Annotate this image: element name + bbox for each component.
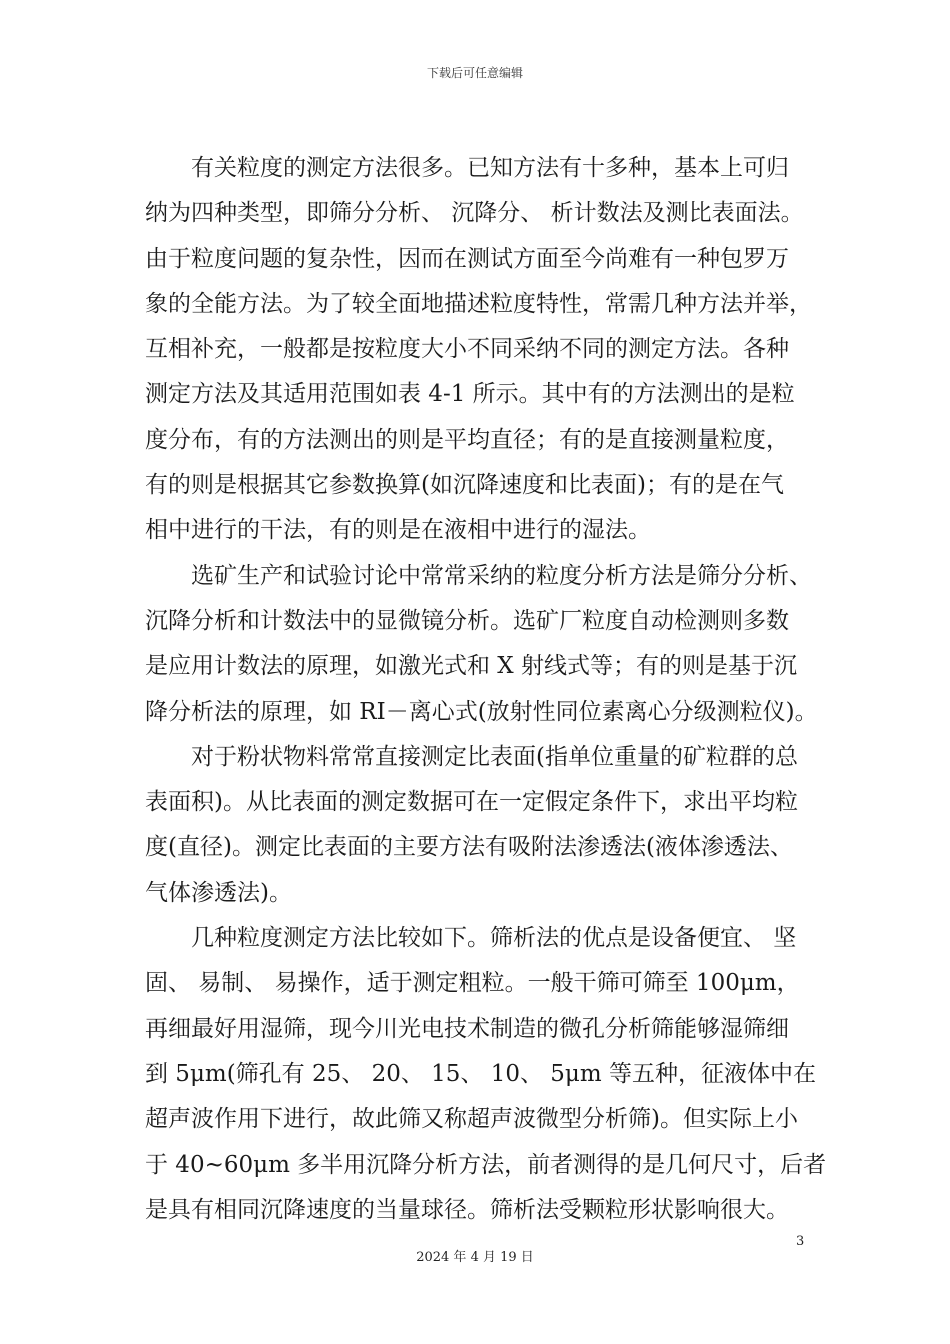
text-line: 几种粒度测定方法比较如下。筛析法的优点是设备便宜、 坚 xyxy=(145,925,797,952)
page-number: 3 xyxy=(796,1234,805,1249)
text-line: 是应用计数法的原理，如激光式和 X 射线式等；有的则是基于沉 xyxy=(145,653,797,680)
text-line: 表面积)。从比表面的测定数据可在一定假定条件下，求出平均粒 xyxy=(145,789,798,816)
text-line: 度分布，有的方法测出的则是平均直径；有的是直接测量粒度， xyxy=(145,426,789,453)
page-footer-date: 2024 年 4 月 19 日 xyxy=(416,1250,534,1265)
page-header: 下载后可任意编辑 xyxy=(426,66,523,80)
text-line: 有关粒度的测定方法很多。已知方法有十多种，基本上可归 xyxy=(145,155,789,181)
text-line: 气体渗透法)。 xyxy=(145,879,292,906)
text-line: 由于粒度问题的复杂性，因而在测试方面至今尚难有一种包罗万 xyxy=(145,245,789,272)
text-line: 象的全能方法。为了较全面地描述粒度特性，常需几种方法并举， xyxy=(145,290,812,317)
text-line: 度(直径)。测定比表面的主要方法有吸附法渗透法(液体渗透法、 xyxy=(145,834,793,861)
text-line: 降分析法的原理，如 RI－离心式(放射性同位素离心分级测粒仪)。 xyxy=(145,698,818,725)
body-text xyxy=(145,146,827,1233)
text-line: 是具有相同沉降速度的当量球径。筛析法受颗粒形状影响很大。 xyxy=(145,1196,789,1223)
text-line: 再细最好用湿筛，现今川光电技术制造的微孔分析筛能够湿筛细 xyxy=(145,1015,789,1042)
text-line: 沉降分析和计数法中的显微镜分析。选矿厂粒度自动检测则多数 xyxy=(145,607,789,634)
text-line: 于 40~60μm 多半用沉降分析方法，前者测得的是几何尺寸，后者 xyxy=(145,1151,827,1178)
text-line: 相中进行的干法，有的则是在液相中进行的湿法。 xyxy=(145,517,651,544)
text-line: 选矿生产和试验讨论中常常采纳的粒度分析方法是筛分分析、 xyxy=(145,562,812,589)
text-line: 测定方法及其适用范围如表 4-1 所示。其中有的方法测出的是粒 xyxy=(145,381,795,408)
text-line: 互相补充，一般都是按粒度大小不同采纳不同的测定方法。各种 xyxy=(145,336,789,363)
text-line: 到 5μm(筛孔有 25、 20、 15、 10、 5μm 等五种，征液体中在 xyxy=(145,1060,816,1087)
text-line: 有的则是根据其它参数换算(如沉降速度和比表面)；有的是在气 xyxy=(145,472,784,499)
text-line: 超声波作用下进行，故此筛又称超声波微型分析筛)。但实际上小 xyxy=(145,1106,798,1133)
text-line: 固、 易制、 易操作，适于测定粗粒。一般干筛可筛至 100μm， xyxy=(145,970,800,997)
text-line: 对于粉状物料常常直接测定比表面(指单位重量的矿粒群的总 xyxy=(145,743,798,770)
text-line: 纳为四种类型，即筛分分析、 沉降分、 析计数法及测比表面法。 xyxy=(145,200,804,227)
